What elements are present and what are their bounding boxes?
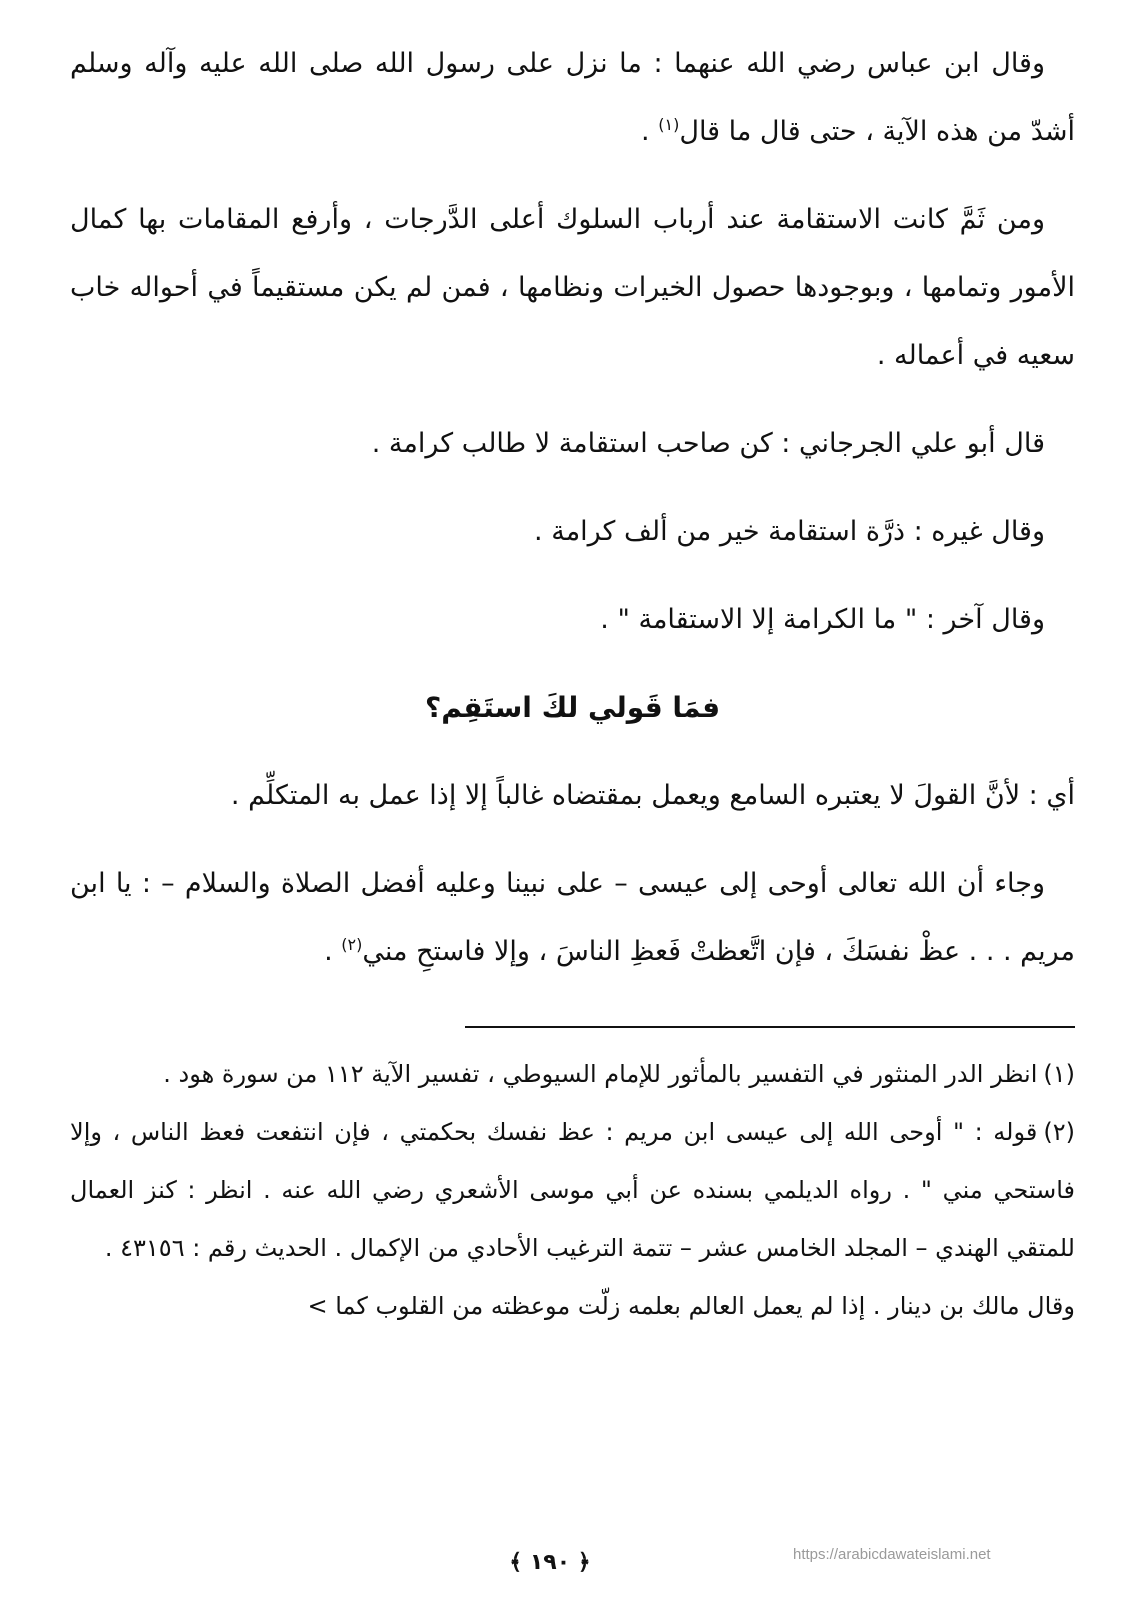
paragraph-istiqama-degree: ومن ثَمَّ كانت الاستقامة عند أرباب السلوك أعلى الدَّرجات ، وأرفع المقامات بها كمال الأمور وتمامها ، وبوجودها حصول الخيرات ونظامها ، فمن لم يكن مستقيماً في أحواله خاب سعيه في أعماله . — [70, 204, 1075, 371]
paragraph-jurjani-quote: قال أبو علي الجرجاني : كن صاحب استقامة لا طالب كرامة . — [371, 428, 1045, 459]
footnote-1 — [70, 1045, 1075, 1103]
paragraph-isa-revelation — [70, 850, 1075, 986]
paragraph-explanation: أي : لأنَّ القولَ لا يعتبره السامع ويعمل بمقتضاه غالباً إلا إذا عمل به المتكلِّم . — [230, 780, 1075, 811]
footnote-number: (٢) — [1043, 1118, 1075, 1146]
footnote-divider — [465, 1026, 1075, 1028]
footnote-text: انظر الدر المنثور في التفسير بالمأثور للإمام السيوطي ، تفسير الآية ١١٢ من سورة هود . — [163, 1060, 1038, 1088]
watermark-url: https://arabicdawateislami.net — [793, 1546, 991, 1563]
footnote-number: (١) — [1043, 1060, 1075, 1088]
footnote-reference-2: (٢) — [341, 935, 363, 954]
paragraph-another-quote: وقال غيره : ذرَّة استقامة خير من ألف كرامة . — [534, 516, 1045, 547]
section-heading: فمَا قَولي لكَ استَقِم؟ — [424, 691, 721, 724]
page-number: ﴿ ١٩٠ ﴾ — [509, 1550, 591, 1575]
paragraph-ibn-abbas — [70, 30, 1075, 166]
continuation-line: وقال مالك بن دينار . إذا لم يعمل العالم بعلمه زلّت موعظته من القلوب كما > — [307, 1292, 1075, 1320]
main-text — [70, 30, 1075, 1006]
paragraph-text: وجاء أن الله تعالى أوحى إلى عيسى – على نبينا وعليه أفضل الصلاة والسلام – : يا ابن مريم . . . عظْ نفسَكَ ، فإن اتَّعظتْ فَعظِ الناسَ ، وإلا فاستحِ مني — [70, 868, 1075, 967]
paragraph-end: . — [324, 936, 333, 967]
paragraph-text: وقال ابن عباس رضي الله عنهما : ما نزل على رسول الله صلى الله عليه وآله وسلم أشدّ من هذه الآية ، حتى قال ما قال — [70, 48, 1075, 147]
footnote-2 — [70, 1103, 1075, 1277]
paragraph-end: . — [641, 116, 650, 147]
footnotes-section — [70, 1045, 1075, 1335]
paragraph-third-quote: وقال آخر : " ما الكرامة إلا الاستقامة " . — [600, 604, 1045, 635]
footnote-text: قوله : " أوحى الله إلى عيسى ابن مريم : عظ نفسك بحكمتي ، فإن انتفعت فعظ الناس ، وإلا فاستحي مني " . رواه الديلمي بسنده عن أبي موسى الأشعري رضي الله عنه . انظر : كنز العمال للمتقي الهندي – المجلد الخامس عشر – تتمة الترغيب الأحادي من الإكمال . الحديث رقم : ٤٣١٥٦ . — [70, 1118, 1075, 1262]
footnote-reference-1: (١) — [658, 115, 680, 134]
